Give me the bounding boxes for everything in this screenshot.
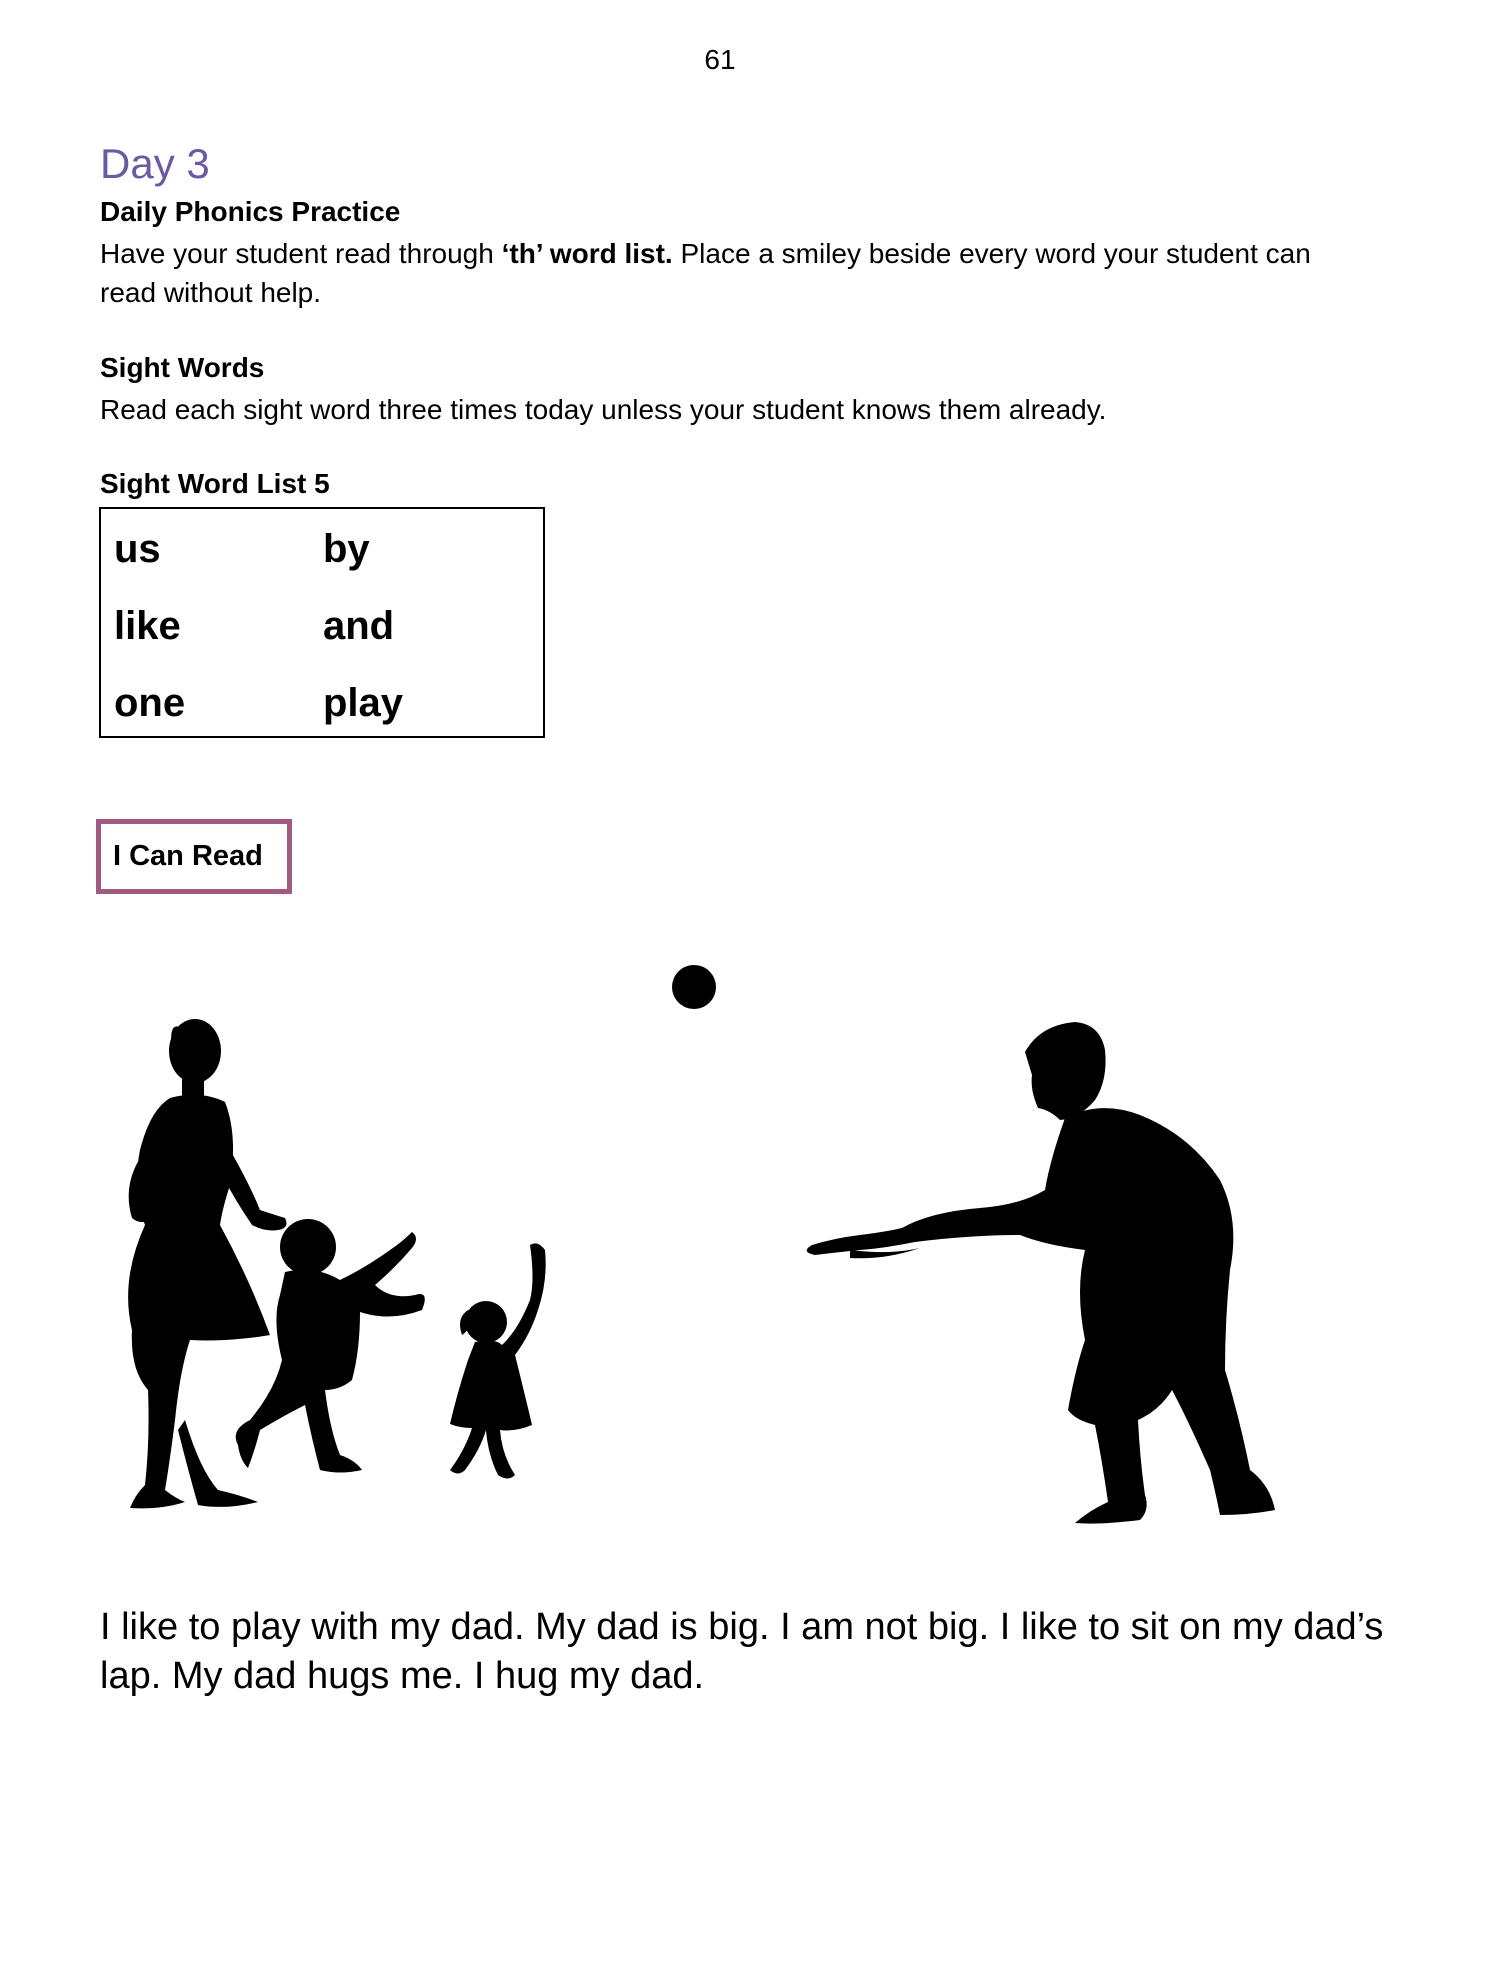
- phonics-heading: Daily Phonics Practice: [100, 196, 401, 227]
- mother-silhouette: [128, 1019, 286, 1508]
- phonics-instructions: [100, 234, 1360, 312]
- family-playing-ball-illustration: [90, 950, 1360, 1550]
- i-can-read-box: I Can Read: [96, 819, 292, 894]
- father-silhouette: [807, 1022, 1275, 1524]
- phonics-text-bold: ‘th’ word list.: [501, 238, 673, 269]
- sight-word: us: [114, 527, 161, 571]
- sight-word: one: [114, 681, 186, 725]
- sight-word-table: [99, 507, 545, 738]
- sight-word: like: [114, 604, 181, 648]
- sight-words-instructions: Read each sight word three times today unless your student knows them already.: [100, 394, 1107, 425]
- girl-silhouette: [450, 1243, 546, 1478]
- phonics-text-before: Have your student read through: [100, 238, 502, 269]
- sight-word: by: [323, 527, 370, 571]
- story-text: I like to play with my dad. My dad is big. I am not big. I like to sit on my dad’s lap. My dad hugs me. I hug my dad.: [100, 1606, 1384, 1697]
- phonics-text-after: Place a smiley beside every word your student can read without help.: [100, 238, 1311, 308]
- sight-word: play: [323, 681, 404, 725]
- boy-silhouette: [236, 1219, 425, 1473]
- sight-words-heading: Sight Words: [100, 352, 265, 383]
- sight-word-list-heading: Sight Word List 5: [100, 468, 330, 499]
- page-number: 61: [704, 44, 736, 75]
- sight-word: and: [323, 604, 395, 648]
- ball: [672, 965, 716, 1009]
- day-title: Day 3: [100, 140, 210, 187]
